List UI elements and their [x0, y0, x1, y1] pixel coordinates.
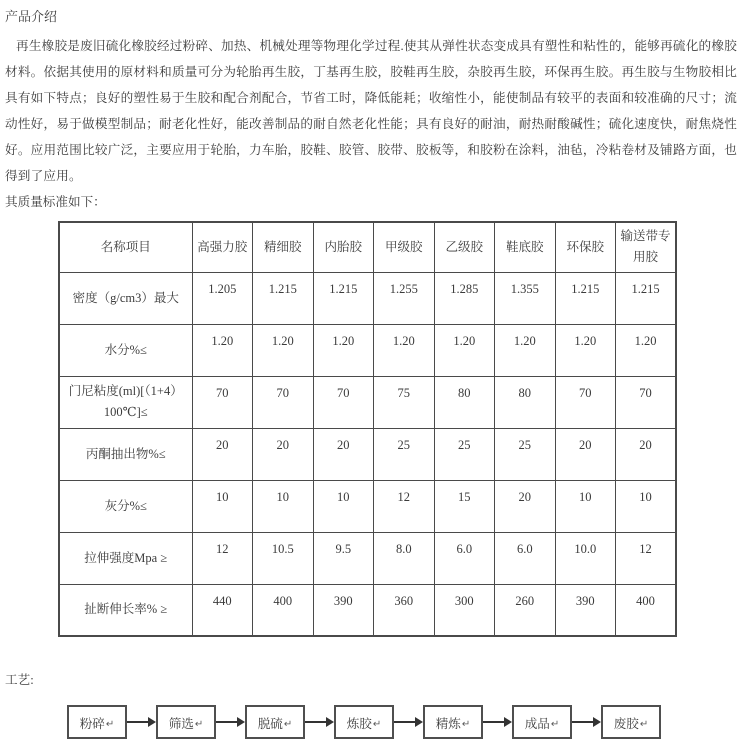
return-mark-icon: ↵ [372, 718, 382, 730]
table-row [59, 584, 676, 636]
table-cell: 1.215 [616, 272, 677, 324]
table-cell: 10 [555, 480, 616, 532]
flow-step-label: 粉碎 [79, 716, 105, 731]
return-mark-icon: ↵ [283, 718, 293, 730]
column-header-4: 内胎胶 [313, 222, 374, 272]
table-cell: 1.20 [374, 324, 435, 376]
flow-arrow-icon [483, 717, 512, 727]
column-header-9: 输送带专用胶 [616, 222, 677, 272]
table-cell: 360 [374, 584, 435, 636]
table-cell: 25 [434, 428, 495, 480]
flow-arrow-icon [305, 717, 334, 727]
row-label: 丙酮抽出物%≤ [59, 428, 192, 480]
table-cell: 12 [616, 532, 677, 584]
arrow-head [326, 717, 334, 727]
table-cell: 80 [434, 376, 495, 428]
table-row [59, 480, 676, 532]
table-cell: 300 [434, 584, 495, 636]
table-cell: 1.205 [192, 272, 253, 324]
table-row [59, 428, 676, 480]
table-cell: 1.215 [555, 272, 616, 324]
table-cell: 8.0 [374, 532, 435, 584]
arrow-head [237, 717, 245, 727]
table-cell: 390 [555, 584, 616, 636]
table-cell: 70 [616, 376, 677, 428]
flow-step-label: 筛选 [168, 716, 194, 731]
table-cell: 10 [616, 480, 677, 532]
table-cell: 12 [374, 480, 435, 532]
table-cell: 75 [374, 376, 435, 428]
process-flow-diagram [67, 705, 737, 739]
flow-step-box [334, 705, 394, 739]
table-cell: 390 [313, 584, 374, 636]
flow-step-label: 炼胶 [346, 716, 372, 731]
row-label: 密度（g/cm3）最大 [59, 272, 192, 324]
table-cell: 440 [192, 584, 253, 636]
table-cell: 20 [555, 428, 616, 480]
table-cell: 6.0 [434, 532, 495, 584]
arrow-head [504, 717, 512, 727]
table-row [59, 324, 676, 376]
table-header-row [59, 222, 676, 272]
flow-step-box [512, 705, 572, 739]
return-mark-icon: ↵ [461, 718, 471, 730]
flow-step-box [423, 705, 483, 739]
quality-standards-table [58, 221, 677, 637]
table-row [59, 532, 676, 584]
table-cell: 1.20 [192, 324, 253, 376]
table-cell: 1.20 [555, 324, 616, 376]
arrow-head [148, 717, 156, 727]
table-cell: 70 [253, 376, 314, 428]
arrow-head [415, 717, 423, 727]
row-label: 门尼粘度(ml)[（1+4）100℃]≤ [59, 376, 192, 428]
table-cell: 20 [616, 428, 677, 480]
table-cell: 10 [313, 480, 374, 532]
table-cell: 70 [313, 376, 374, 428]
row-label: 水分%≤ [59, 324, 192, 376]
table-cell: 1.20 [495, 324, 556, 376]
flow-step-label: 成品 [524, 716, 550, 731]
table-cell: 80 [495, 376, 556, 428]
table-cell: 20 [253, 428, 314, 480]
flow-step-box [601, 705, 661, 739]
table-cell: 400 [253, 584, 314, 636]
table-cell: 10 [192, 480, 253, 532]
table-cell: 25 [495, 428, 556, 480]
arrow-head [593, 717, 601, 727]
return-mark-icon: ↵ [639, 718, 649, 730]
table-cell: 1.20 [313, 324, 374, 376]
table-cell: 20 [313, 428, 374, 480]
table-cell: 20 [192, 428, 253, 480]
return-mark-icon: ↵ [105, 718, 115, 730]
table-cell: 1.20 [616, 324, 677, 376]
return-mark-icon: ↵ [550, 718, 560, 730]
column-header-3: 精细胶 [253, 222, 314, 272]
column-header-8: 环保胶 [555, 222, 616, 272]
flow-step-box [67, 705, 127, 739]
process-heading: 工艺: [5, 673, 34, 687]
table-cell: 12 [192, 532, 253, 584]
table-cell: 9.5 [313, 532, 374, 584]
table-cell: 10 [253, 480, 314, 532]
product-intro-paragraph: 再生橡胶是废旧硫化橡胶经过粉碎、加热、机械处理等物理化学过程.使其从弹性状态变成具有塑性和粘性的，能够再硫化的橡胶材料。依据其使用的原材料和质量可分为轮胎再生胶，丁基再生胶，胶鞋再生胶，杂胶再生胶，环保再生胶。再生胶与生物胶相比具有如下特点；良好的塑性易于生胶和配合剂配合，节省工时，降低能耗；收缩性小，能使制品有较平的表面和较准确的尺寸；流动性好，易于做模型制品；耐老化性好，能改善制品的耐自然老化性能；具有良好的耐油，耐热耐酸碱性；硫化速度快，耐焦烧性好。应用范围比较广泛，主要应用于轮胎，力车胎，胶鞋、胶管、胶带、胶板等，和胶粉在涂料，油毡，冷粘卷材及铺路方面，也得到了应用。 [5, 39, 737, 183]
table-cell: 25 [374, 428, 435, 480]
standards-heading: 其质量标准如下： [5, 195, 106, 209]
return-mark-icon: ↵ [194, 718, 204, 730]
table-cell: 10.0 [555, 532, 616, 584]
table-cell: 1.285 [434, 272, 495, 324]
table-cell: 1.20 [253, 324, 314, 376]
column-header-5: 甲级胶 [374, 222, 435, 272]
column-header-6: 乙级胶 [434, 222, 495, 272]
table-row [59, 376, 676, 428]
table-cell: 260 [495, 584, 556, 636]
table-row [59, 272, 676, 324]
table-cell: 400 [616, 584, 677, 636]
flow-arrow-icon [127, 717, 156, 727]
table-cell: 1.255 [374, 272, 435, 324]
flow-arrow-icon [572, 717, 601, 727]
row-label: 扯断伸长率% ≥ [59, 584, 192, 636]
table-cell: 20 [495, 480, 556, 532]
page-title: 产品介绍 [5, 9, 58, 24]
flow-arrow-icon [394, 717, 423, 727]
column-header-7: 鞋底胶 [495, 222, 556, 272]
flow-arrow-icon [216, 717, 245, 727]
flow-step-box [245, 705, 305, 739]
table-cell: 6.0 [495, 532, 556, 584]
flow-step-box [156, 705, 216, 739]
table-cell: 1.215 [253, 272, 314, 324]
table-cell: 70 [555, 376, 616, 428]
flow-step-label: 脱硫 [257, 716, 283, 731]
table-cell: 70 [192, 376, 253, 428]
column-header-1: 名称项目 [59, 222, 192, 272]
table-cell: 15 [434, 480, 495, 532]
row-label: 拉伸强度Mpa ≥ [59, 532, 192, 584]
flow-step-label: 精炼 [435, 716, 461, 731]
table-cell: 1.215 [313, 272, 374, 324]
table-cell: 10.5 [253, 532, 314, 584]
table-cell: 1.355 [495, 272, 556, 324]
row-label: 灰分%≤ [59, 480, 192, 532]
column-header-2: 高强力胶 [192, 222, 253, 272]
flow-step-label: 废胶 [613, 716, 639, 731]
table-cell: 1.20 [434, 324, 495, 376]
